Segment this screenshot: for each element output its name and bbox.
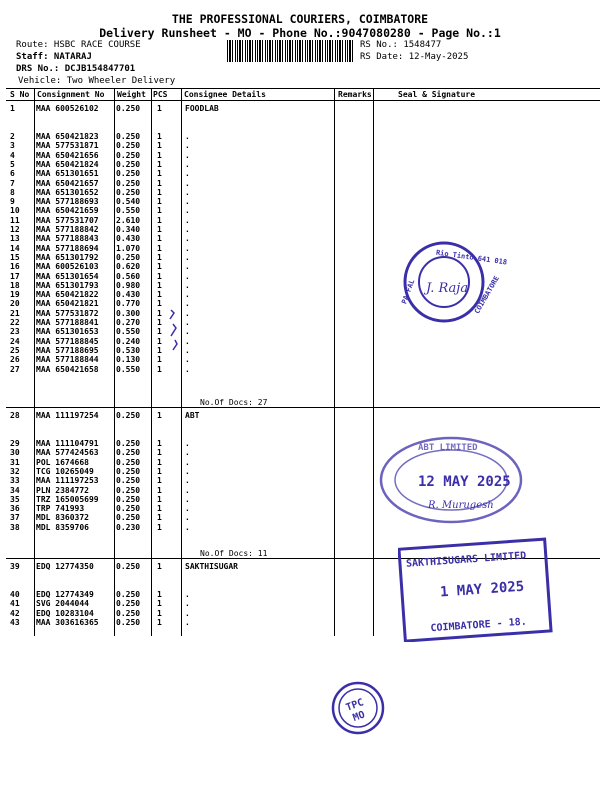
row-consignment: MAA 650421822 bbox=[36, 290, 99, 300]
row-weight: 0.250 bbox=[116, 448, 141, 458]
tick-marks bbox=[155, 300, 185, 360]
row-weight: 0.250 bbox=[116, 132, 141, 141]
consignee-dot: . bbox=[185, 476, 190, 486]
row-weight: 0.250 bbox=[116, 178, 141, 188]
row-consignment: EDQ 12774350 bbox=[36, 562, 94, 571]
consignee-dot: . bbox=[185, 252, 190, 262]
row-pcs: 1 bbox=[157, 197, 162, 207]
row-weight: 0.250 bbox=[116, 485, 141, 495]
row-weight: 0.250 bbox=[116, 411, 141, 420]
row-pcs: 1 bbox=[157, 599, 162, 609]
row-weight: 0.250 bbox=[116, 187, 141, 197]
row-sno: 12 bbox=[10, 225, 20, 234]
consignee-dot: . bbox=[185, 206, 190, 216]
row-sno: 14 bbox=[10, 243, 20, 253]
row-consignment: TRP 741993 bbox=[36, 504, 85, 514]
row-pcs: 1 bbox=[157, 206, 162, 216]
row-pcs: 1 bbox=[157, 243, 162, 253]
row-pcs: 1 bbox=[157, 132, 162, 141]
row-weight: 0.250 bbox=[116, 159, 141, 169]
row-weight: 0.250 bbox=[116, 590, 141, 599]
stamp1-left-text: PA FAL bbox=[400, 278, 417, 306]
col-header-consignee: Consignee Details bbox=[184, 90, 266, 99]
row-consignment: MAA 577188843 bbox=[36, 234, 99, 244]
row-consignment: MAA 577188694 bbox=[36, 243, 99, 253]
row-pcs: 1 bbox=[157, 485, 162, 495]
row-consignment: MAA 651301654 bbox=[36, 271, 99, 281]
consignee-dot: . bbox=[185, 485, 190, 495]
row-weight: 2.610 bbox=[116, 215, 141, 225]
row-consignment: MAA 650421821 bbox=[36, 299, 99, 309]
row-weight: 0.620 bbox=[116, 262, 141, 272]
row-sno: 29 bbox=[10, 439, 20, 448]
row-consignment: MAA 303616365 bbox=[36, 617, 99, 627]
consignee-dot: . bbox=[185, 513, 190, 523]
staff-label: Staff: NATARAJ bbox=[16, 52, 92, 62]
row-pcs: 1 bbox=[157, 225, 162, 234]
stamp1-top-text: Rio Tinto 641 018 bbox=[435, 248, 508, 267]
row-consignment: TRZ 165005699 bbox=[36, 494, 99, 504]
consignee-dot: . bbox=[185, 345, 190, 355]
row-consignment: MAA 651301651 bbox=[36, 169, 99, 179]
stamp3-top-text: SAKTHISUGARS LIMITED bbox=[405, 550, 527, 570]
consignee-dot: . bbox=[185, 150, 190, 160]
row-sno: 1 bbox=[10, 104, 15, 113]
docs-count: No.Of Docs: 11 bbox=[200, 549, 268, 558]
stamp2-date: 12 MAY 2025 bbox=[418, 474, 511, 490]
row-consignment: MAA 651301793 bbox=[36, 280, 99, 290]
row-pcs: 1 bbox=[157, 299, 162, 309]
row-sno: 26 bbox=[10, 355, 20, 365]
row-weight: 0.300 bbox=[116, 308, 141, 318]
row-consignment: MAA 651301653 bbox=[36, 327, 99, 337]
row-weight: 0.250 bbox=[116, 457, 141, 467]
row-sno: 13 bbox=[10, 234, 20, 244]
consignee-dot: . bbox=[185, 590, 190, 599]
consignee-dot: . bbox=[185, 608, 190, 618]
consignee-dot: . bbox=[185, 290, 190, 300]
row-consignment: MDL 8360372 bbox=[36, 513, 89, 523]
row-pcs: 1 bbox=[157, 169, 162, 179]
row-weight: 0.240 bbox=[116, 336, 141, 346]
row-weight: 0.270 bbox=[116, 318, 141, 327]
stamp3-bottom-text: COIMBATORE - 18. bbox=[430, 616, 528, 635]
consignee-dot: . bbox=[185, 169, 190, 179]
row-weight: 0.550 bbox=[116, 327, 141, 337]
row-consignment: MAA 111197254 bbox=[36, 411, 99, 420]
consignee-dot: . bbox=[185, 522, 190, 532]
row-pcs: 1 bbox=[157, 439, 162, 448]
row-pcs: 1 bbox=[157, 448, 162, 458]
row-sno: 43 bbox=[10, 617, 20, 627]
row-sno: 22 bbox=[10, 318, 20, 327]
row-sno: 16 bbox=[10, 262, 20, 272]
consignee-dot: . bbox=[185, 234, 190, 244]
consignee-dot: . bbox=[185, 336, 190, 346]
row-weight: 0.230 bbox=[116, 522, 141, 532]
consignee-dot: . bbox=[185, 132, 190, 141]
row-consignment: EDQ 10283104 bbox=[36, 608, 94, 618]
stamp1-signature: J. Raja bbox=[426, 281, 469, 296]
row-sno: 4 bbox=[10, 150, 15, 160]
row-pcs: 1 bbox=[157, 280, 162, 290]
row-pcs: 1 bbox=[157, 215, 162, 225]
table-top-border bbox=[6, 88, 600, 89]
row-weight: 0.250 bbox=[116, 466, 141, 476]
row-pcs: 1 bbox=[157, 159, 162, 169]
row-consignment: MAA 577188842 bbox=[36, 225, 99, 234]
row-pcs: 1 bbox=[157, 308, 162, 318]
col-header-sno: S No bbox=[10, 90, 30, 99]
docs-count: No.Of Docs: 27 bbox=[200, 398, 268, 407]
consignee-dot: . bbox=[185, 187, 190, 197]
row-pcs: 1 bbox=[157, 178, 162, 188]
row-sno: 40 bbox=[10, 590, 20, 599]
row-pcs: 1 bbox=[157, 318, 162, 327]
row-pcs: 1 bbox=[157, 411, 162, 420]
row-sno: 6 bbox=[10, 169, 15, 179]
row-consignment: MAA 111104791 bbox=[36, 439, 99, 448]
vehicle-label: Vehicle: Two Wheeler Delivery bbox=[18, 76, 176, 86]
row-weight: 0.250 bbox=[116, 141, 141, 151]
row-sno: 24 bbox=[10, 336, 20, 346]
row-sno: 18 bbox=[10, 280, 20, 290]
row-weight: 0.250 bbox=[116, 104, 141, 113]
row-sno: 15 bbox=[10, 252, 20, 262]
consignee-dot: . bbox=[185, 271, 190, 281]
row-pcs: 1 bbox=[157, 271, 162, 281]
consignee-name: FOODLAB bbox=[185, 104, 219, 113]
row-pcs: 1 bbox=[157, 590, 162, 599]
row-sno: 20 bbox=[10, 299, 20, 309]
table-row bbox=[0, 104, 600, 114]
runsheet-title: Delivery Runsheet - MO - Phone No.:9047080280 - Page No.:1 bbox=[99, 26, 501, 40]
row-consignment: MAA 111197253 bbox=[36, 476, 99, 486]
row-pcs: 1 bbox=[157, 327, 162, 337]
row-sno: 27 bbox=[10, 364, 20, 374]
row-weight: 0.250 bbox=[116, 169, 141, 179]
row-consignment: MAA 577188844 bbox=[36, 355, 99, 365]
row-sno: 5 bbox=[10, 159, 15, 169]
consignee-dot: . bbox=[185, 599, 190, 609]
consignee-dot: . bbox=[185, 197, 190, 207]
row-pcs: 1 bbox=[157, 150, 162, 160]
row-weight: 0.250 bbox=[116, 599, 141, 609]
row-weight: 0.250 bbox=[116, 617, 141, 627]
row-sno: 35 bbox=[10, 494, 20, 504]
consignee-dot: . bbox=[185, 364, 190, 374]
row-pcs: 1 bbox=[157, 494, 162, 504]
route-label: Route: HSBC RACE COURSE bbox=[16, 40, 141, 50]
stamp3-date: 1 MAY 2025 bbox=[439, 578, 525, 601]
row-pcs: 1 bbox=[157, 466, 162, 476]
row-weight: 0.250 bbox=[116, 439, 141, 448]
stamp4-top-text: TPC bbox=[344, 697, 366, 714]
consignee-dot: . bbox=[185, 466, 190, 476]
row-sno: 21 bbox=[10, 308, 20, 318]
table-row bbox=[0, 365, 600, 375]
row-pcs: 1 bbox=[157, 141, 162, 151]
row-consignment: MAA 577188845 bbox=[36, 336, 99, 346]
row-pcs: 1 bbox=[157, 262, 162, 272]
row-pcs: 1 bbox=[157, 562, 162, 571]
stamp4-bottom-text: MO bbox=[351, 709, 367, 724]
row-consignment: MAA 650421824 bbox=[36, 159, 99, 169]
consignee-dot: . bbox=[185, 494, 190, 504]
consignee-dot: . bbox=[185, 243, 190, 253]
consignee-name: SAKTHISUGAR bbox=[185, 562, 238, 571]
seal-stamp-2 bbox=[376, 430, 526, 530]
col-header-consignment: Consignment No bbox=[37, 90, 105, 99]
row-pcs: 1 bbox=[157, 513, 162, 523]
row-pcs: 1 bbox=[157, 476, 162, 486]
row-sno: 17 bbox=[10, 271, 20, 281]
row-consignment: MAA 577531872 bbox=[36, 308, 99, 318]
row-sno: 9 bbox=[10, 197, 15, 207]
consignee-dot: . bbox=[185, 178, 190, 188]
row-pcs: 1 bbox=[157, 104, 162, 113]
row-weight: 0.250 bbox=[116, 504, 141, 514]
row-weight: 0.980 bbox=[116, 280, 141, 290]
rs-number: RS No.: 1548477 bbox=[360, 40, 442, 50]
stamp1-right-text: COIMBATORE bbox=[473, 274, 502, 316]
row-sno: 36 bbox=[10, 504, 20, 514]
row-sno: 23 bbox=[10, 327, 20, 337]
row-sno: 7 bbox=[10, 178, 15, 188]
row-consignment: POL 1674668 bbox=[36, 457, 89, 467]
row-pcs: 1 bbox=[157, 522, 162, 532]
consignee-name: ABT bbox=[185, 411, 200, 420]
row-sno: 11 bbox=[10, 215, 20, 225]
row-weight: 0.250 bbox=[116, 513, 141, 523]
tpc-mo-stamp bbox=[330, 680, 386, 736]
row-consignment: MAA 577188695 bbox=[36, 345, 99, 355]
consignee-dot: . bbox=[185, 617, 190, 627]
row-consignment: MAA 600526103 bbox=[36, 262, 99, 272]
row-sno: 30 bbox=[10, 448, 20, 458]
col-header-pcs: PCS bbox=[153, 90, 168, 99]
col-header-seal: Seal & Signature bbox=[398, 90, 476, 99]
row-weight: 0.250 bbox=[116, 150, 141, 160]
consignee-dot: . bbox=[185, 318, 190, 327]
row-consignment: SVG 2044044 bbox=[36, 599, 89, 609]
row-consignment: MAA 650421823 bbox=[36, 132, 99, 141]
row-sno: 42 bbox=[10, 608, 20, 618]
row-sno: 32 bbox=[10, 466, 20, 476]
row-pcs: 1 bbox=[157, 457, 162, 467]
seal-stamp-3 bbox=[398, 536, 554, 642]
row-consignment: MAA 651301792 bbox=[36, 252, 99, 262]
row-consignment: MAA 577531707 bbox=[36, 215, 99, 225]
row-sno: 33 bbox=[10, 476, 20, 486]
row-consignment: MAA 650421656 bbox=[36, 150, 99, 160]
rs-date: RS Date: 12-May-2025 bbox=[360, 52, 469, 62]
row-weight: 0.770 bbox=[116, 299, 141, 309]
row-weight: 0.550 bbox=[116, 206, 141, 216]
row-consignment: MDL 8359706 bbox=[36, 522, 89, 532]
row-consignment: MAA 650421657 bbox=[36, 178, 99, 188]
row-consignment: MAA 577188693 bbox=[36, 197, 99, 207]
row-sno: 28 bbox=[10, 411, 20, 420]
row-consignment: MAA 650421659 bbox=[36, 206, 99, 216]
consignee-dot: . bbox=[185, 504, 190, 514]
row-pcs: 1 bbox=[157, 290, 162, 300]
row-pcs: 1 bbox=[157, 336, 162, 346]
consignee-dot: . bbox=[185, 215, 190, 225]
row-sno: 19 bbox=[10, 290, 20, 300]
row-sno: 2 bbox=[10, 132, 15, 141]
company-title: THE PROFESSIONAL COURIERS, COIMBATORE bbox=[171, 12, 429, 26]
consignee-dot: . bbox=[185, 262, 190, 272]
row-consignment: MAA 577531871 bbox=[36, 141, 99, 151]
row-consignment: TCG 10265049 bbox=[36, 466, 94, 476]
row-consignment: PLN 2384772 bbox=[36, 485, 89, 495]
row-pcs: 1 bbox=[157, 252, 162, 262]
consignee-dot: . bbox=[185, 225, 190, 234]
row-weight: 0.430 bbox=[116, 234, 141, 244]
row-sno: 25 bbox=[10, 345, 20, 355]
row-pcs: 1 bbox=[157, 364, 162, 374]
row-consignment: MAA 577424563 bbox=[36, 448, 99, 458]
row-weight: 0.340 bbox=[116, 225, 141, 234]
row-sno: 8 bbox=[10, 187, 15, 197]
row-pcs: 1 bbox=[157, 234, 162, 244]
consignee-dot: . bbox=[185, 308, 190, 318]
row-weight: 0.130 bbox=[116, 355, 141, 365]
row-pcs: 1 bbox=[157, 504, 162, 514]
consignee-dot: . bbox=[185, 457, 190, 467]
consignee-dot: . bbox=[185, 299, 190, 309]
table-row bbox=[0, 411, 600, 421]
row-sno: 37 bbox=[10, 513, 20, 523]
row-sno: 39 bbox=[10, 562, 20, 571]
row-sno: 38 bbox=[10, 522, 20, 532]
row-weight: 0.550 bbox=[116, 364, 141, 374]
consignee-dot: . bbox=[185, 327, 190, 337]
consignee-dot: . bbox=[185, 280, 190, 290]
stamp2-top-text: ABT LIMITED bbox=[418, 443, 478, 453]
row-weight: 0.430 bbox=[116, 290, 141, 300]
row-weight: 0.250 bbox=[116, 608, 141, 618]
row-weight: 1.070 bbox=[116, 243, 141, 253]
stamp2-signature: R. Murugesh bbox=[428, 500, 494, 511]
row-sno: 3 bbox=[10, 141, 15, 151]
consignee-dot: . bbox=[185, 141, 190, 151]
row-pcs: 1 bbox=[157, 617, 162, 627]
row-weight: 0.250 bbox=[116, 494, 141, 504]
row-sno: 10 bbox=[10, 206, 20, 216]
consignee-dot: . bbox=[185, 439, 190, 448]
row-weight: 0.250 bbox=[116, 476, 141, 486]
row-consignment: MAA 577188841 bbox=[36, 318, 99, 327]
group-divider-1 bbox=[6, 407, 600, 408]
row-weight: 0.530 bbox=[116, 345, 141, 355]
row-weight: 0.250 bbox=[116, 252, 141, 262]
row-pcs: 1 bbox=[157, 608, 162, 618]
drs-label: DRS No.: DCJB154847701 bbox=[16, 64, 136, 74]
row-consignment: MAA 600526102 bbox=[36, 104, 99, 113]
col-header-weight: Weight bbox=[117, 90, 146, 99]
row-sno: 34 bbox=[10, 485, 20, 495]
row-sno: 41 bbox=[10, 599, 20, 609]
table-header-border bbox=[6, 100, 600, 101]
row-pcs: 1 bbox=[157, 345, 162, 355]
row-consignment: MAA 651301652 bbox=[36, 187, 99, 197]
col-header-remarks: Remarks bbox=[338, 90, 372, 99]
consignee-dot: . bbox=[185, 159, 190, 169]
row-pcs: 1 bbox=[157, 355, 162, 365]
row-pcs: 1 bbox=[157, 187, 162, 197]
seal-stamp-1 bbox=[396, 240, 514, 328]
barcode-image bbox=[227, 40, 353, 62]
row-weight: 0.560 bbox=[116, 271, 141, 281]
row-consignment: MAA 650421658 bbox=[36, 364, 99, 374]
row-sno: 31 bbox=[10, 457, 20, 467]
row-consignment: EDQ 12774349 bbox=[36, 590, 94, 599]
consignee-dot: . bbox=[185, 448, 190, 458]
row-weight: 0.250 bbox=[116, 562, 141, 571]
row-weight: 0.540 bbox=[116, 197, 141, 207]
consignee-dot: . bbox=[185, 355, 190, 365]
